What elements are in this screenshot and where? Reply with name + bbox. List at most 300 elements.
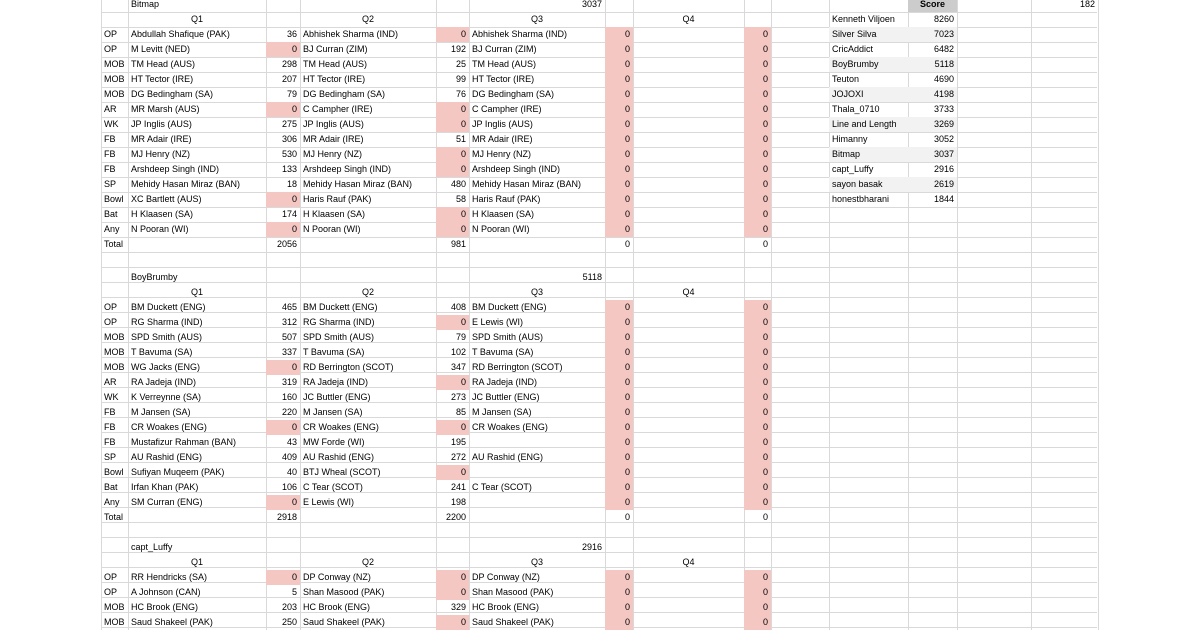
q3-score[interactable]: 0 xyxy=(605,405,633,420)
q3-player[interactable]: M Jansen (SA) xyxy=(472,407,532,417)
q3-player[interactable]: BJ Curran (ZIM) xyxy=(472,44,537,54)
team-total-score[interactable]: 3037 xyxy=(581,0,602,9)
q2-player[interactable]: MR Adair (IRE) xyxy=(303,134,364,144)
player-role[interactable]: FB xyxy=(104,149,116,159)
q2-player[interactable]: Shan Masood (PAK) xyxy=(303,587,385,597)
q4-score[interactable]: 0 xyxy=(744,42,771,57)
q4-score[interactable]: 0 xyxy=(744,207,771,222)
q2-player[interactable]: BJ Curran (ZIM) xyxy=(303,44,368,54)
q1-score[interactable]: 0 xyxy=(266,192,300,207)
q2-player[interactable]: BTJ Wheal (SCOT) xyxy=(303,467,381,477)
player-role[interactable]: MOB xyxy=(104,74,125,84)
q2-player[interactable]: Saud Shakeel (PAK) xyxy=(303,617,385,627)
total-q1[interactable]: 2056 xyxy=(276,239,297,249)
team-owner-name[interactable]: BoyBrumby xyxy=(131,272,178,282)
q2-score[interactable]: 25 xyxy=(455,59,466,69)
q2-score[interactable]: 0 xyxy=(436,102,469,117)
q2-player[interactable]: DG Bedingham (SA) xyxy=(303,89,386,99)
q4-score[interactable]: 0 xyxy=(744,375,771,390)
q1-player[interactable]: MJ Henry (NZ) xyxy=(131,149,190,159)
q4-score[interactable]: 0 xyxy=(744,360,771,375)
player-role[interactable]: WK xyxy=(104,119,119,129)
q1-player[interactable]: RR Hendricks (SA) xyxy=(131,572,208,582)
q3-score[interactable]: 0 xyxy=(605,420,633,435)
q1-player[interactable]: T Bavuma (SA) xyxy=(131,347,193,357)
q3-score[interactable]: 0 xyxy=(605,27,633,42)
player-role[interactable]: MOB xyxy=(104,362,125,372)
leaderboard-name[interactable]: Line and Length xyxy=(829,117,908,132)
q3-player[interactable]: JC Buttler (ENG) xyxy=(472,392,540,402)
q2-player[interactable]: RA Jadeja (IND) xyxy=(303,377,369,387)
q4-score[interactable]: 0 xyxy=(744,132,771,147)
q2-player[interactable]: Abhishek Sharma (IND) xyxy=(303,29,399,39)
q1-score[interactable]: 0 xyxy=(266,360,300,375)
q2-player[interactable]: SPD Smith (AUS) xyxy=(303,332,375,342)
q2-player[interactable]: RD Berrington (SCOT) xyxy=(303,362,394,372)
leaderboard-score[interactable]: 3269 xyxy=(908,117,957,132)
leaderboard-score[interactable]: 3037 xyxy=(908,147,957,162)
q2-player[interactable]: DP Conway (NZ) xyxy=(303,572,371,582)
q4-score[interactable]: 0 xyxy=(744,162,771,177)
q2-player[interactable]: C Campher (IRE) xyxy=(303,104,373,114)
q1-player[interactable]: MR Adair (IRE) xyxy=(131,134,192,144)
q1-player[interactable]: SPD Smith (AUS) xyxy=(131,332,203,342)
q2-score[interactable]: 99 xyxy=(455,74,466,84)
q1-score[interactable]: 0 xyxy=(266,102,300,117)
q1-player[interactable]: SM Curran (ENG) xyxy=(131,497,203,507)
q3-score[interactable]: 0 xyxy=(605,117,633,132)
leaderboard-name[interactable]: BoyBrumby xyxy=(829,57,908,72)
q2-score[interactable]: 51 xyxy=(455,134,466,144)
player-role[interactable]: FB xyxy=(104,422,116,432)
q2-score[interactable]: 0 xyxy=(436,147,469,162)
q3-player[interactable]: RD Berrington (SCOT) xyxy=(472,362,563,372)
q2-score[interactable]: 480 xyxy=(450,179,466,189)
total-q2[interactable]: 981 xyxy=(450,239,466,249)
q4-score[interactable]: 0 xyxy=(744,615,771,630)
q4-score[interactable]: 0 xyxy=(744,600,771,615)
team-owner-name[interactable]: capt_Luffy xyxy=(131,542,173,552)
q1-player[interactable]: Mehidy Hasan Miraz (BAN) xyxy=(131,179,241,189)
q4-score[interactable]: 0 xyxy=(744,585,771,600)
q1-score[interactable]: 530 xyxy=(281,149,297,159)
q3-player[interactable]: Abhishek Sharma (IND) xyxy=(472,29,568,39)
q2-score[interactable]: 0 xyxy=(436,162,469,177)
q3-score[interactable]: 0 xyxy=(605,375,633,390)
q3-score[interactable]: 0 xyxy=(605,177,633,192)
total-label[interactable]: Total xyxy=(104,512,124,522)
q2-score[interactable]: 347 xyxy=(450,362,466,372)
player-role[interactable]: Bat xyxy=(104,209,118,219)
q1-score[interactable]: 133 xyxy=(281,164,297,174)
player-role[interactable]: AR xyxy=(104,377,117,387)
player-role[interactable]: AR xyxy=(104,104,117,114)
player-role[interactable]: Bowl xyxy=(104,467,124,477)
leaderboard-score-header[interactable]: Score xyxy=(908,0,957,12)
q1-score[interactable]: 0 xyxy=(266,570,300,585)
q2-score[interactable]: 58 xyxy=(455,194,466,204)
q1-score[interactable]: 507 xyxy=(281,332,297,342)
q3-score[interactable]: 0 xyxy=(605,102,633,117)
q3-player[interactable]: T Bavuma (SA) xyxy=(472,347,534,357)
q2-player[interactable]: Mehidy Hasan Miraz (BAN) xyxy=(303,179,413,189)
q2-score[interactable]: 195 xyxy=(450,437,466,447)
q1-score[interactable]: 203 xyxy=(281,602,297,612)
leaderboard-score[interactable]: 2619 xyxy=(908,177,957,192)
q1-score[interactable]: 160 xyxy=(281,392,297,402)
player-role[interactable]: FB xyxy=(104,407,116,417)
q2-score[interactable]: 0 xyxy=(436,27,469,42)
q2-player[interactable]: JC Buttler (ENG) xyxy=(303,392,371,402)
q1-player[interactable]: MR Marsh (AUS) xyxy=(131,104,200,114)
q3-score[interactable]: 0 xyxy=(605,72,633,87)
q2-player[interactable]: N Pooran (WI) xyxy=(303,224,361,234)
q2-score[interactable]: 85 xyxy=(455,407,466,417)
q1-player[interactable]: BM Duckett (ENG) xyxy=(131,302,206,312)
q3-score[interactable]: 0 xyxy=(605,207,633,222)
q3-score[interactable]: 0 xyxy=(605,615,633,630)
q1-player[interactable]: H Klaasen (SA) xyxy=(131,209,194,219)
q2-score[interactable]: 0 xyxy=(436,570,469,585)
q1-score[interactable]: 0 xyxy=(266,420,300,435)
q1-player[interactable]: HC Brook (ENG) xyxy=(131,602,199,612)
q1-player[interactable]: HT Tector (IRE) xyxy=(131,74,194,84)
q2-score[interactable]: 0 xyxy=(436,222,469,237)
q2-score[interactable]: 408 xyxy=(450,302,466,312)
quarter-header-q4[interactable]: Q4 xyxy=(682,287,695,297)
leaderboard-score[interactable]: 3733 xyxy=(933,104,954,114)
q4-score[interactable]: 0 xyxy=(744,27,771,42)
q1-score[interactable]: 207 xyxy=(281,74,297,84)
q1-player[interactable]: TM Head (AUS) xyxy=(131,59,196,69)
q3-score[interactable]: 0 xyxy=(605,42,633,57)
q2-score[interactable]: 198 xyxy=(450,497,466,507)
q3-player[interactable]: Mehidy Hasan Miraz (BAN) xyxy=(472,179,582,189)
q1-score[interactable]: 0 xyxy=(266,222,300,237)
q1-score[interactable]: 298 xyxy=(281,59,297,69)
leaderboard-name[interactable]: Kenneth Viljoen xyxy=(832,14,895,24)
q4-score[interactable]: 0 xyxy=(744,495,771,510)
player-role[interactable]: MOB xyxy=(104,89,125,99)
player-role[interactable]: SP xyxy=(104,452,117,462)
q2-player[interactable]: M Jansen (SA) xyxy=(303,407,363,417)
q3-player[interactable]: JP Inglis (AUS) xyxy=(472,119,533,129)
q1-player[interactable]: WG Jacks (ENG) xyxy=(131,362,200,372)
q2-score[interactable]: 241 xyxy=(450,482,466,492)
leaderboard-name[interactable]: Thala_0710 xyxy=(832,104,880,114)
q4-score[interactable]: 0 xyxy=(744,147,771,162)
q3-player[interactable]: H Klaasen (SA) xyxy=(472,209,535,219)
leaderboard-name[interactable]: Teuton xyxy=(832,74,860,84)
q3-player[interactable]: N Pooran (WI) xyxy=(472,224,530,234)
leaderboard-score[interactable]: 5118 xyxy=(908,57,957,72)
q3-score[interactable]: 0 xyxy=(605,147,633,162)
leaderboard-name[interactable]: CricAddict xyxy=(832,44,874,54)
q3-score[interactable]: 0 xyxy=(605,330,633,345)
q3-player[interactable] xyxy=(469,465,605,480)
player-role[interactable]: FB xyxy=(104,134,116,144)
q1-player[interactable]: M Jansen (SA) xyxy=(131,407,191,417)
q1-score[interactable]: 106 xyxy=(281,482,297,492)
q2-player[interactable]: MW Forde (WI) xyxy=(303,437,365,447)
player-role[interactable]: FB xyxy=(104,164,116,174)
q1-player[interactable]: Sufiyan Muqeem (PAK) xyxy=(131,467,225,477)
q4-score[interactable]: 0 xyxy=(744,87,771,102)
q1-score[interactable]: 40 xyxy=(286,467,297,477)
player-role[interactable]: Bowl xyxy=(104,194,124,204)
q3-player[interactable]: Haris Rauf (PAK) xyxy=(472,194,541,204)
player-role[interactable]: OP xyxy=(104,302,118,312)
leaderboard-score[interactable]: 2916 xyxy=(933,164,954,174)
q2-score[interactable]: 0 xyxy=(436,315,469,330)
q2-score[interactable]: 272 xyxy=(450,452,466,462)
quarter-header-q1[interactable]: Q1 xyxy=(190,557,203,567)
q3-player[interactable]: C Campher (IRE) xyxy=(472,104,542,114)
leaderboard-score[interactable]: 8260 xyxy=(933,14,954,24)
q2-player[interactable]: MJ Henry (NZ) xyxy=(303,149,362,159)
q2-score[interactable]: 329 xyxy=(450,602,466,612)
q2-score[interactable]: 0 xyxy=(436,585,469,600)
q2-score[interactable]: 76 xyxy=(455,89,466,99)
q3-score[interactable]: 0 xyxy=(605,87,633,102)
q3-player[interactable]: SPD Smith (AUS) xyxy=(472,332,544,342)
q2-player[interactable]: Arshdeep Singh (IND) xyxy=(303,164,392,174)
q1-score[interactable]: 174 xyxy=(281,209,297,219)
total-label[interactable]: Total xyxy=(104,239,124,249)
player-role[interactable]: FB xyxy=(104,437,116,447)
q1-score[interactable]: 0 xyxy=(266,495,300,510)
leaderboard-score[interactable]: 1844 xyxy=(933,194,954,204)
quarter-header-q4[interactable]: Q4 xyxy=(682,557,695,567)
q4-score[interactable]: 0 xyxy=(744,405,771,420)
leaderboard-name[interactable]: capt_Luffy xyxy=(832,164,874,174)
leaderboard-score[interactable]: 6482 xyxy=(933,44,954,54)
q3-score[interactable]: 0 xyxy=(605,192,633,207)
q3-score[interactable]: 0 xyxy=(605,132,633,147)
q2-player[interactable]: AU Rashid (ENG) xyxy=(303,452,375,462)
q2-player[interactable]: CR Woakes (ENG) xyxy=(303,422,379,432)
player-role[interactable]: MOB xyxy=(104,347,125,357)
q4-score[interactable]: 0 xyxy=(744,72,771,87)
quarter-header-q3[interactable]: Q3 xyxy=(530,287,543,297)
player-role[interactable]: SP xyxy=(104,179,117,189)
quarter-header-q3[interactable]: Q3 xyxy=(530,557,543,567)
player-role[interactable]: Any xyxy=(104,497,120,507)
q1-score[interactable]: 79 xyxy=(286,89,297,99)
quarter-header-q2[interactable]: Q2 xyxy=(361,557,374,567)
q3-score[interactable]: 0 xyxy=(605,390,633,405)
player-role[interactable]: OP xyxy=(104,317,118,327)
q3-score[interactable]: 0 xyxy=(605,585,633,600)
q1-score[interactable]: 5 xyxy=(291,587,297,597)
q3-score[interactable]: 0 xyxy=(605,222,633,237)
q3-score[interactable]: 0 xyxy=(605,162,633,177)
q1-player[interactable]: JP Inglis (AUS) xyxy=(131,119,192,129)
q1-score[interactable]: 36 xyxy=(286,29,297,39)
leaderboard-name[interactable]: sayon basak xyxy=(829,177,908,192)
leaderboard-score[interactable]: 7023 xyxy=(908,27,957,42)
q3-score[interactable]: 0 xyxy=(605,360,633,375)
q2-player[interactable]: Haris Rauf (PAK) xyxy=(303,194,372,204)
q3-player[interactable]: Shan Masood (PAK) xyxy=(472,587,554,597)
leaderboard-name[interactable]: Bitmap xyxy=(829,147,908,162)
q2-player[interactable]: JP Inglis (AUS) xyxy=(303,119,364,129)
q4-score[interactable]: 0 xyxy=(744,300,771,315)
q1-score[interactable]: 312 xyxy=(281,317,297,327)
total-q3[interactable]: 0 xyxy=(624,512,630,522)
q3-player[interactable]: DP Conway (NZ) xyxy=(472,572,540,582)
q1-score[interactable]: 220 xyxy=(281,407,297,417)
q3-player[interactable]: BM Duckett (ENG) xyxy=(472,302,547,312)
leaderboard-score[interactable]: 4690 xyxy=(933,74,954,84)
q1-score[interactable]: 319 xyxy=(281,377,297,387)
q2-player[interactable]: T Bavuma (SA) xyxy=(303,347,365,357)
q3-player[interactable]: HT Tector (IRE) xyxy=(472,74,535,84)
q2-score[interactable]: 192 xyxy=(450,44,466,54)
q1-score[interactable]: 337 xyxy=(281,347,297,357)
q2-score[interactable]: 0 xyxy=(436,117,469,132)
quarter-header-q3[interactable]: Q3 xyxy=(530,14,543,24)
q2-score[interactable]: 102 xyxy=(450,347,466,357)
q4-score[interactable]: 0 xyxy=(744,192,771,207)
q3-player[interactable]: MR Adair (IRE) xyxy=(472,134,533,144)
q1-player[interactable]: CR Woakes (ENG) xyxy=(131,422,207,432)
q1-player[interactable]: K Verreynne (SA) xyxy=(131,392,202,402)
leaderboard-name[interactable]: JOJOXI xyxy=(829,87,908,102)
quarter-header-q1[interactable]: Q1 xyxy=(190,287,203,297)
player-role[interactable]: Bat xyxy=(104,482,118,492)
player-role[interactable]: MOB xyxy=(104,59,125,69)
q4-score[interactable]: 0 xyxy=(744,390,771,405)
q3-score[interactable]: 0 xyxy=(605,57,633,72)
q3-player[interactable]: AU Rashid (ENG) xyxy=(472,452,544,462)
q3-score[interactable]: 0 xyxy=(605,435,633,450)
q1-player[interactable]: Abdullah Shafique (PAK) xyxy=(131,29,230,39)
total-q4[interactable]: 0 xyxy=(762,239,768,249)
player-role[interactable]: WK xyxy=(104,392,119,402)
q4-score[interactable]: 0 xyxy=(744,222,771,237)
q4-score[interactable]: 0 xyxy=(744,345,771,360)
q1-player[interactable]: AU Rashid (ENG) xyxy=(131,452,203,462)
quarter-header-q2[interactable]: Q2 xyxy=(361,287,374,297)
quarter-header-q2[interactable]: Q2 xyxy=(361,14,374,24)
q4-score[interactable]: 0 xyxy=(744,315,771,330)
q2-score[interactable]: 0 xyxy=(436,375,469,390)
player-role[interactable]: MOB xyxy=(104,617,125,627)
q3-player[interactable] xyxy=(469,435,605,450)
leaderboard-score[interactable]: 4198 xyxy=(908,87,957,102)
q3-player[interactable]: CR Woakes (ENG) xyxy=(472,422,548,432)
q3-player[interactable] xyxy=(469,495,605,510)
player-role[interactable]: OP xyxy=(104,587,118,597)
q3-player[interactable]: TM Head (AUS) xyxy=(472,59,537,69)
q1-player[interactable]: Irfan Khan (PAK) xyxy=(131,482,199,492)
quarter-header-q1[interactable]: Q1 xyxy=(190,14,203,24)
q1-player[interactable]: Saud Shakeel (PAK) xyxy=(131,617,213,627)
q1-score[interactable]: 18 xyxy=(286,179,297,189)
q4-score[interactable]: 0 xyxy=(744,420,771,435)
q2-score[interactable]: 79 xyxy=(455,332,466,342)
q1-player[interactable]: M Levitt (NED) xyxy=(131,44,191,54)
q3-player[interactable]: E Lewis (WI) xyxy=(472,317,524,327)
player-role[interactable]: OP xyxy=(104,29,118,39)
player-role[interactable]: MOB xyxy=(104,332,125,342)
q4-score[interactable]: 0 xyxy=(744,330,771,345)
q3-score[interactable]: 0 xyxy=(605,450,633,465)
q3-score[interactable]: 0 xyxy=(605,300,633,315)
q3-score[interactable]: 0 xyxy=(605,495,633,510)
q2-player[interactable]: RG Sharma (IND) xyxy=(303,317,375,327)
q2-score[interactable]: 0 xyxy=(436,207,469,222)
q1-player[interactable]: XC Bartlett (AUS) xyxy=(131,194,202,204)
q1-player[interactable]: DG Bedingham (SA) xyxy=(131,89,214,99)
q4-score[interactable]: 0 xyxy=(744,465,771,480)
leaderboard-name[interactable]: honestbharani xyxy=(832,194,890,204)
q1-player[interactable]: A Johnson (CAN) xyxy=(131,587,201,597)
q4-score[interactable]: 0 xyxy=(744,570,771,585)
q3-player[interactable]: HC Brook (ENG) xyxy=(472,602,540,612)
q1-score[interactable]: 306 xyxy=(281,134,297,144)
q4-score[interactable]: 0 xyxy=(744,102,771,117)
quarter-header-q4[interactable]: Q4 xyxy=(682,14,695,24)
q2-player[interactable]: E Lewis (WI) xyxy=(303,497,355,507)
q3-score[interactable]: 0 xyxy=(605,465,633,480)
q3-player[interactable]: Saud Shakeel (PAK) xyxy=(472,617,554,627)
player-role[interactable]: MOB xyxy=(104,602,125,612)
q2-player[interactable]: BM Duckett (ENG) xyxy=(303,302,378,312)
q3-player[interactable]: Arshdeep Singh (IND) xyxy=(472,164,561,174)
q2-score[interactable]: 0 xyxy=(436,420,469,435)
q3-player[interactable]: DG Bedingham (SA) xyxy=(472,89,555,99)
q1-player[interactable]: Mustafizur Rahman (BAN) xyxy=(131,437,237,447)
q4-score[interactable]: 0 xyxy=(744,480,771,495)
q1-player[interactable]: RA Jadeja (IND) xyxy=(131,377,197,387)
q4-score[interactable]: 0 xyxy=(744,177,771,192)
q2-player[interactable]: H Klaasen (SA) xyxy=(303,209,366,219)
leaderboard-score[interactable]: 3052 xyxy=(933,134,954,144)
player-role[interactable]: OP xyxy=(104,44,118,54)
q1-score[interactable]: 465 xyxy=(281,302,297,312)
q2-player[interactable]: C Tear (SCOT) xyxy=(303,482,363,492)
total-q1[interactable]: 2918 xyxy=(276,512,297,522)
total-q2[interactable]: 2200 xyxy=(445,512,466,522)
q1-score[interactable]: 0 xyxy=(266,42,300,57)
q4-score[interactable]: 0 xyxy=(744,435,771,450)
total-q4[interactable]: 0 xyxy=(762,512,768,522)
team-owner-name[interactable]: Bitmap xyxy=(131,0,160,9)
player-role[interactable]: OP xyxy=(104,572,118,582)
leaderboard-name[interactable]: Silver Silva xyxy=(829,27,908,42)
q2-player[interactable]: HC Brook (ENG) xyxy=(303,602,371,612)
q1-player[interactable]: N Pooran (WI) xyxy=(131,224,189,234)
q3-score[interactable]: 0 xyxy=(605,315,633,330)
far-right-value[interactable]: 182 xyxy=(1079,0,1095,9)
team-total-score[interactable]: 2916 xyxy=(581,542,602,552)
q3-player[interactable]: RA Jadeja (IND) xyxy=(472,377,538,387)
q2-player[interactable]: HT Tector (IRE) xyxy=(303,74,366,84)
q4-score[interactable]: 0 xyxy=(744,450,771,465)
q3-score[interactable]: 0 xyxy=(605,600,633,615)
q3-player[interactable]: C Tear (SCOT) xyxy=(472,482,532,492)
q2-score[interactable]: 0 xyxy=(436,465,469,480)
q3-score[interactable]: 0 xyxy=(605,345,633,360)
q1-score[interactable]: 409 xyxy=(281,452,297,462)
q2-player[interactable]: TM Head (AUS) xyxy=(303,59,368,69)
q2-score[interactable]: 0 xyxy=(436,615,469,630)
q4-score[interactable]: 0 xyxy=(744,117,771,132)
q3-player[interactable]: MJ Henry (NZ) xyxy=(472,149,531,159)
player-role[interactable]: Any xyxy=(104,224,120,234)
